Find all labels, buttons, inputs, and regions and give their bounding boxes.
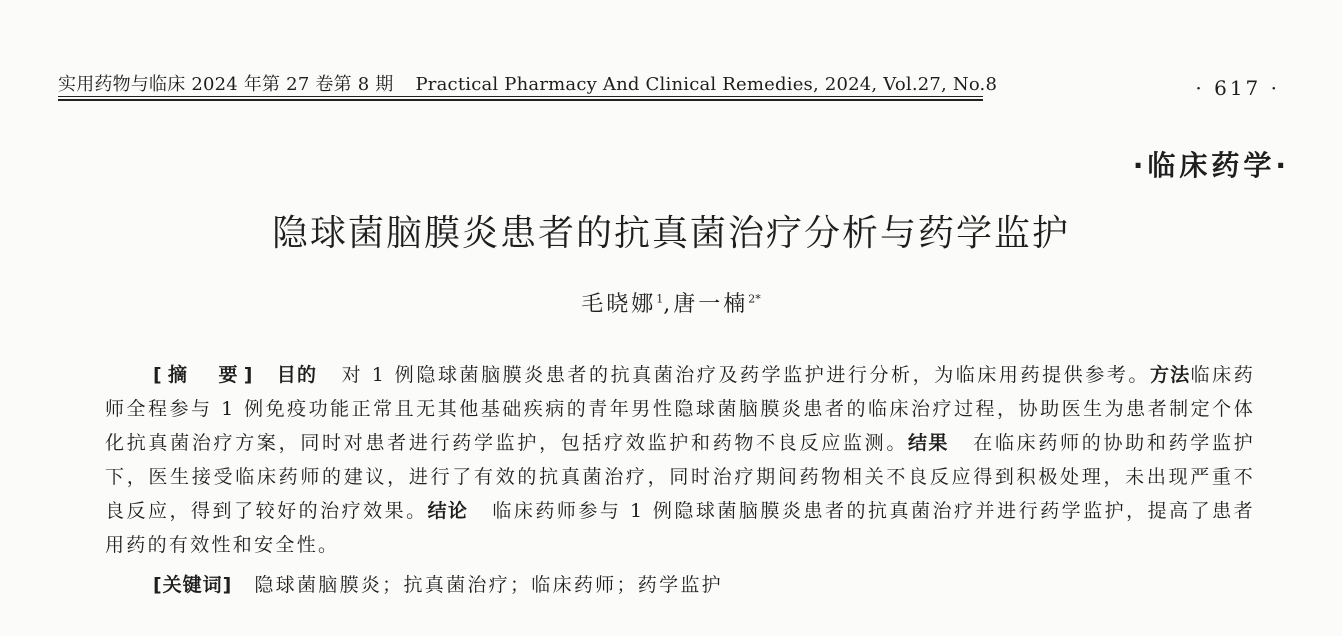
objective-text: 对 1 例隐球菌脑膜炎患者的抗真菌治疗及药学监护进行分析，为临床用药提供参考。 — [341, 364, 1150, 386]
keywords-label: [关键词] — [153, 574, 233, 596]
keywords — [153, 570, 723, 597]
author-name: 毛晓娜 — [581, 292, 657, 317]
article-title: 隐球菌脑膜炎患者的抗真菌治疗分析与药学监护 — [271, 213, 1070, 254]
journal-header-en: Practical Pharmacy And Clinical Remedies, 2024, Vol.27, No.8 — [415, 74, 998, 95]
methods-label: 方法 — [1149, 364, 1191, 386]
abstract — [105, 358, 1255, 562]
methods-text: 临床药师全程参与 1 例免疫功能正常且无其他基础疾病的青年男性隐球菌脑膜炎患者的临床治疗过程，协助医生为患者制定个体化抗真菌治疗方案，同时对患者进行药学监护，包括疗效监护和药物不良反应监测。 — [105, 364, 1255, 454]
section-label: ·临床药学· — [1132, 149, 1290, 182]
journal-header — [58, 70, 998, 96]
header-rule — [58, 96, 983, 97]
author-affiliation-mark: 2* — [748, 292, 761, 306]
objective-label: 目的 — [276, 364, 318, 386]
header-rule-double — [58, 99, 983, 101]
conclusion-label: 结论 — [427, 500, 469, 522]
conclusion-text: 临床药师参与 1 例隐球菌脑膜炎患者的抗真菌治疗并进行药学监护，提高了患者用药的有效性和安全性。 — [105, 500, 1255, 556]
author-line — [0, 287, 1342, 318]
results-label: 结果 — [908, 432, 949, 454]
author-name: 唐一楠 — [673, 292, 749, 317]
keywords-list: 隐球菌脑膜炎；抗真菌治疗；临床药师；药学监护 — [254, 574, 723, 596]
page-number: · 617 · — [1195, 76, 1280, 100]
results-text: 在临床药师的协助和药学监护下，医生接受临床药师的建议，进行了有效的抗真菌治疗，同时治疗期间药物相关不良反应得到积极处理，未出现严重不良反应，得到了较好的治疗效果。 — [105, 432, 1255, 522]
journal-header-cn: 实用药物与临床 2024 年第 27 卷第 8 期 — [58, 74, 394, 95]
author-affiliation-mark: 1 — [656, 292, 664, 306]
author-separator: , — [663, 292, 674, 317]
abstract-label: [摘 要] — [153, 364, 259, 386]
